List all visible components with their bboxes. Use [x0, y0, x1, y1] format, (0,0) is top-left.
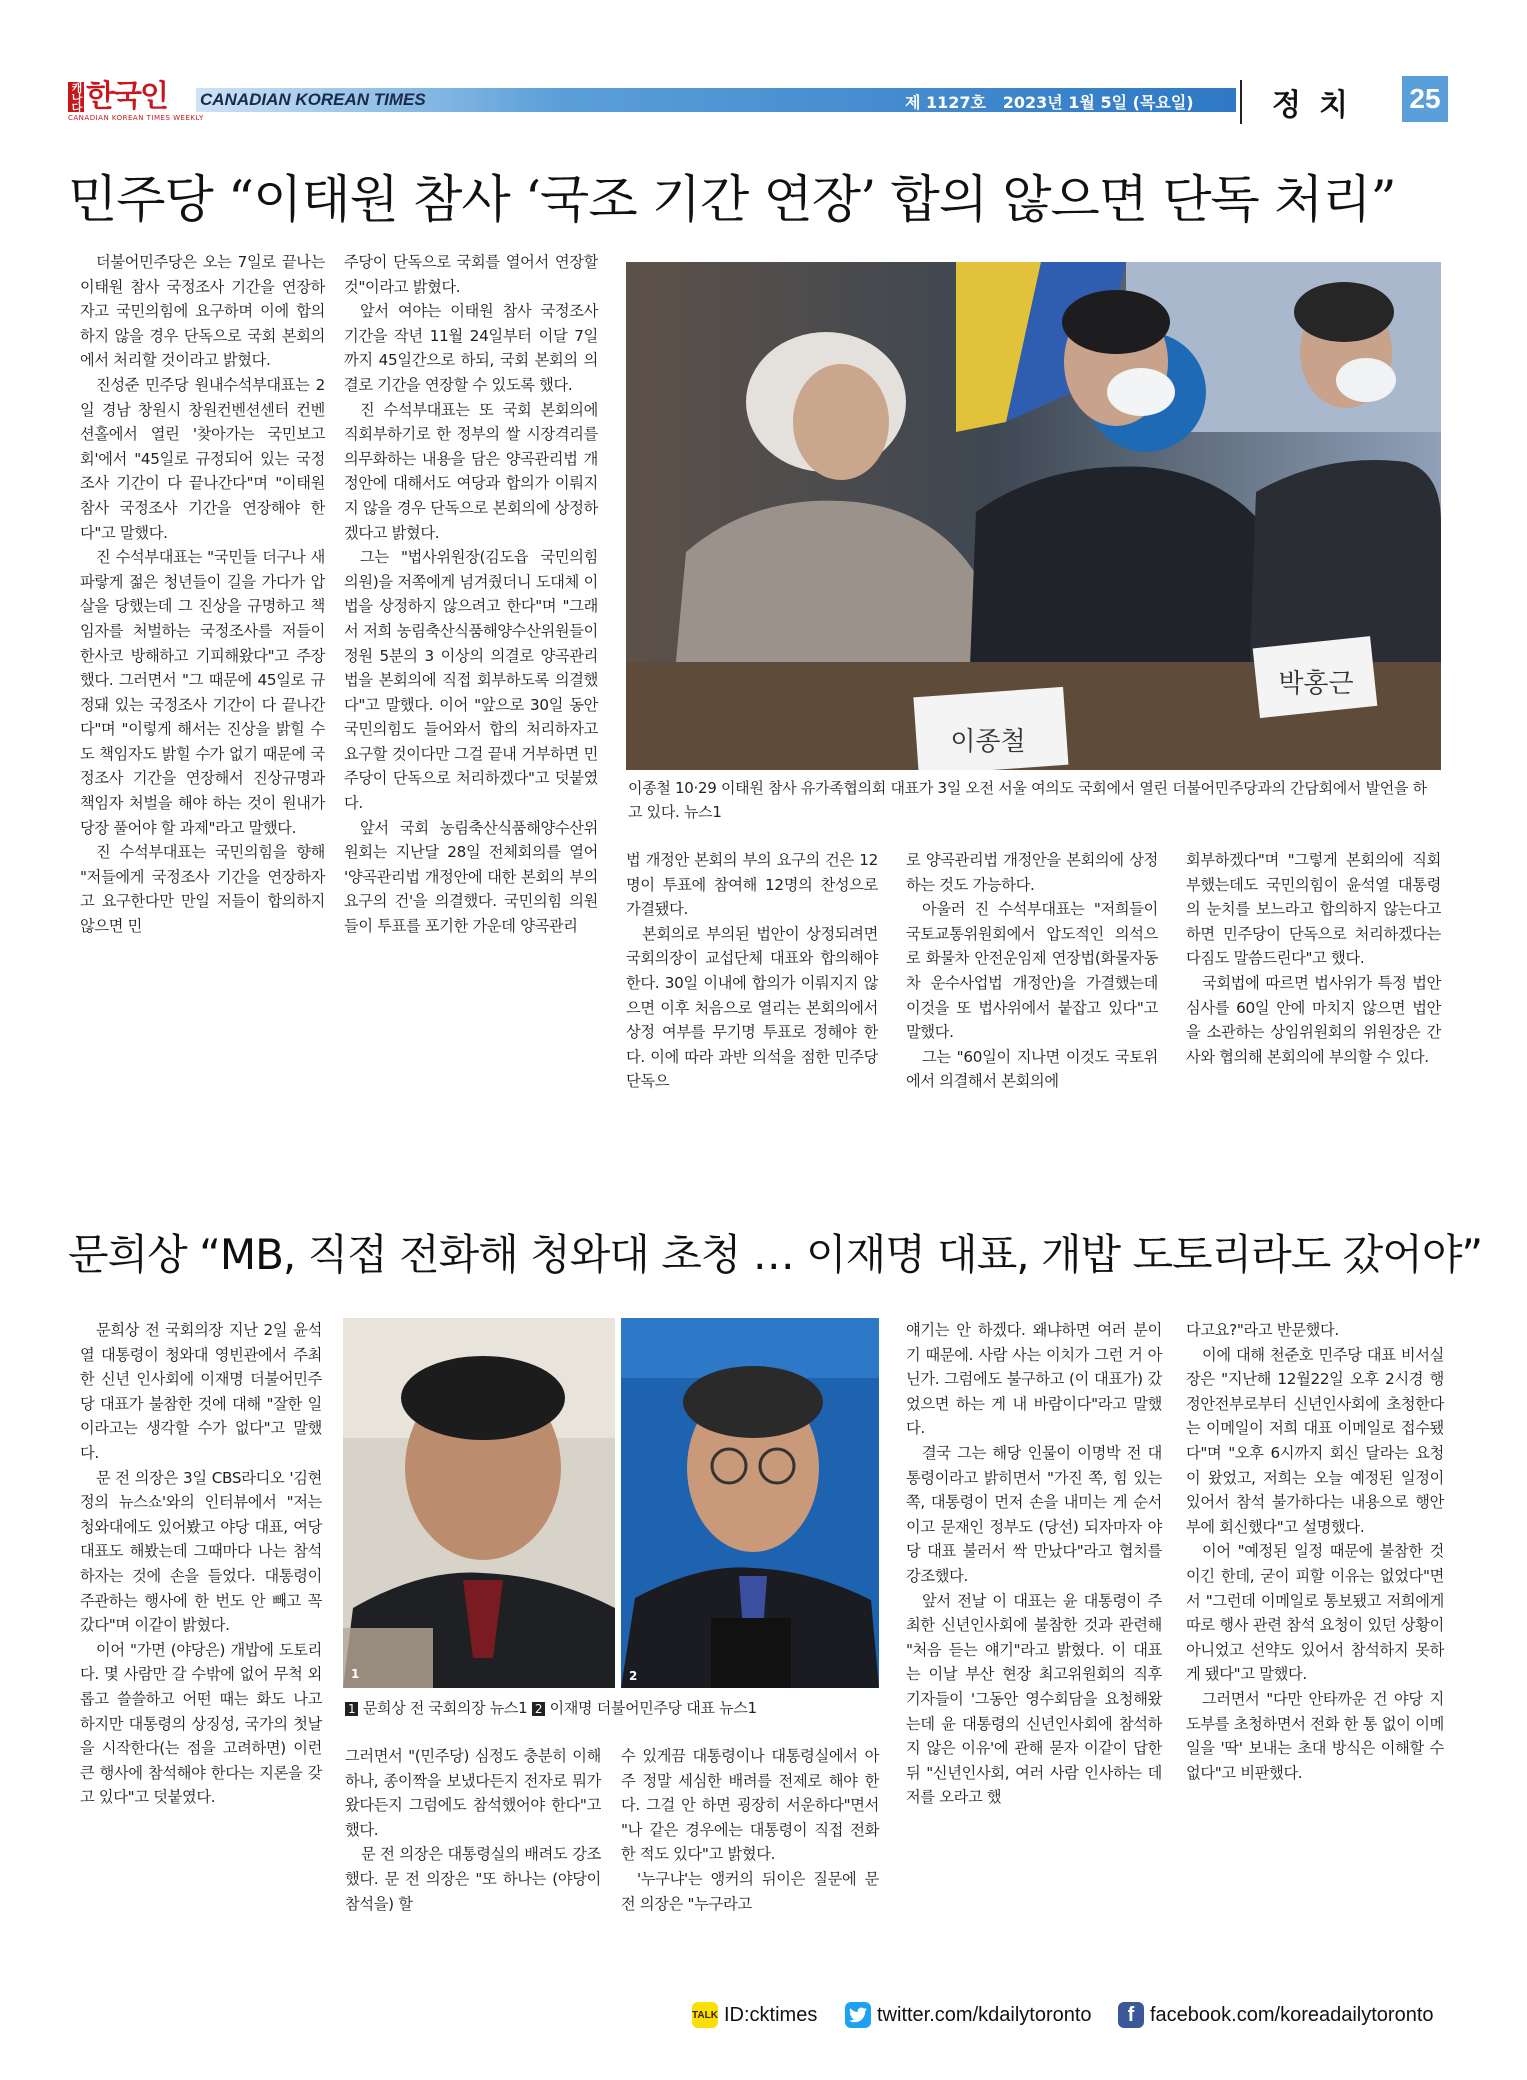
facebook-url: facebook.com/koreadailytoronto: [1150, 2003, 1434, 2026]
paragraph: 수 있게끔 대통령이나 대통령실에서 아주 정말 세심한 배려를 전제로 해야 한다. 그걸 안 하면 굉장히 서운하다"면서 "나 같은 경우에는 대통령이 직접 전화한 적도 있다"고 밝혔다.: [621, 1747, 879, 1864]
footer-facebook[interactable]: [1118, 2000, 1434, 2030]
photo-number-1: 1: [351, 1667, 360, 1681]
article1-headline: 민주당 “이태원 참사 ‘국조 기간 연장’ 합의 않으면 단독 처리”: [68, 171, 1396, 230]
article1-photo: [626, 262, 1441, 770]
portrait-photo-2: [621, 1318, 879, 1688]
caption-text-1: 문희상 전 국회의장 뉴스1: [362, 1699, 528, 1717]
newspaper-logo: [68, 80, 196, 114]
article1-column-5: [1186, 848, 1441, 1069]
paragraph: 더불어민주당은 오는 7일로 끝나는 이태원 참사 국정조사 기간을 연장하자고 국민의힘에 요구하며 이에 합의하지 않을 경우 단독으로 국회 본회의에서 처리할 것이라고 밝혔다.: [80, 253, 325, 370]
press-conference-photo: [626, 262, 1441, 770]
paragraph: 결국 그는 해당 인물이 이명박 전 대통령이라고 밝히면서 "가진 쪽, 힘 있는 쪽, 대통령이 먼저 손을 내미는 게 순서이고 문재인 정부도 (당선) 되자마자 야당 대표 불러서 싹 만났다"라고 협치를 강조했다.: [906, 1443, 1162, 1585]
paragraph: 그러면서 "다만 안타까운 건 야당 지도부를 초청하면서 전화 한 통 없이 이메일을 '딱' 보내는 초대 방식은 이해할 수 없다"고 비판했다.: [1186, 1689, 1444, 1782]
twitter-icon: [845, 2002, 871, 2028]
paragraph: 앞서 국회 농림축산식품해양수산위원회는 지난달 28일 전체회의를 열어 '양곡관리법 개정안에 대한 본회의 부의 요구의 건'을 의결했다. 국민의힘 의원들이 투표를 포기한 가운데 양곡관리: [344, 818, 598, 936]
twitter-url: twitter.com/kdailytoronto: [877, 2003, 1092, 2026]
publication-date: 2023년 1월 5일 (목요일): [1002, 93, 1194, 112]
paragraph: 다고요?"라고 반문했다.: [1186, 1321, 1339, 1339]
section-divider: [1240, 80, 1242, 124]
paragraph: 앞서 여야는 이태원 참사 국정조사 기간을 작년 11월 24일부터 이달 7일까지 45일간으로 하되, 국회 본회의 의결로 기간을 연장할 수 있도록 했다.: [344, 302, 598, 394]
caption-number-2: 2: [532, 1702, 545, 1716]
article2-photo-2: [621, 1318, 879, 1688]
article2-column-5: [1186, 1318, 1444, 1785]
issue-date: [905, 90, 1194, 113]
facebook-icon: f: [1118, 2002, 1144, 2028]
paragraph: 진성준 민주당 원내수석부대표는 2일 경남 창원시 창원컨벤션센터 컨벤션홀에서 열린 '찾아가는 국민보고회'에서 "45일로 규정되어 있는 국정조사 기간이 다 끝나간다"며 "이태원 참사 국정조사 기간을 연장해야 한다"고 말했다.: [80, 375, 325, 542]
article2-column-3: [621, 1744, 879, 1916]
paragraph: 이어 "가면 (야당은) 개밥에 도토리다. 몇 사람만 갈 수밖에 없어 무척 외롭고 쓸쓸하고 어떤 때는 화도 나고 하지만 대통령의 상징성, 국가의 첫날을 시작한다(는 점을 고려하면) 이런 큰 행사에 참석해야 한다는 지론을 갖고 있다"고 덧붙였다.: [80, 1640, 322, 1807]
paragraph: 진 수석부대표는 "국민들 더구나 새파랗게 젊은 청년들이 길을 가다가 압살을 당했는데 그 진상을 규명하고 책임자를 처벌하는 국정조사를 저들이 한사코 방해하고 기피해왔다"고 주장했다. 그러면서 "그 때문에 45일로 규정돼 있는 국정조사 기간이 다 끝나간다"며 "이렇게 해서는 진상을 밝힐 수도 책임자도 밝힐 수가 없기 때문에 국정조사 기간을 연장해서 진상규명과 책임자 처벌을 해야 하는 것이 원내가 당장 풀어야 할 과제"라고 말했다.: [80, 548, 325, 837]
paragraph: '누구냐'는 앵커의 뒤이은 질문에 문 전 의장은 "누구라고: [621, 1869, 879, 1913]
paragraph: 진 수석부대표는 또 국회 본회의에 직회부하기로 한 정부의 쌀 시장격리를 의무화하는 내용을 담은 양곡관리법 개정안에 대해서도 여당과 합의가 이뤄지지 않을 경우 단독으로 본회의에 상정하겠다고 밝혔다.: [344, 400, 598, 542]
article1-column-2: [344, 250, 598, 939]
article2-column-4: [906, 1318, 1162, 1810]
paragraph: 주당이 단독으로 국회를 열어서 연장할 것"이라고 밝혔다.: [344, 253, 598, 296]
nameplate-1: 이종철: [950, 727, 1026, 757]
article2-column-2: [345, 1744, 601, 1916]
paragraph: 문희상 전 국회의장 지난 2일 윤석열 대통령이 청와대 영빈관에서 주최한 신년 인사회에 이재명 더불어민주당 대표가 불참한 것에 대해 "잘한 일이라고는 생각할 수가 없다"고 말했다.: [80, 1321, 322, 1462]
caption-text-2: 이재명 더불어민주당 대표 뉴스1: [549, 1699, 757, 1717]
article1-column-1: [80, 250, 325, 939]
paragraph: 진 수석부대표는 국민의힘을 향해 "저들에게 국정조사 기간을 연장하자고 요구한다만 만일 저들이 합의하지 않으면 민: [80, 843, 325, 936]
article2-column-1: [80, 1318, 322, 1810]
paragraph: 그는 "60일이 지나면 이것도 국토위에서 의결해서 본회의에: [906, 1047, 1158, 1091]
logo-text: 한국인: [86, 79, 167, 114]
paragraph: 회부하겠다"며 "그렇게 본회의에 직회부했는데도 국민의힘이 윤석열 대통령의 눈치를 보느라고 합의하지 않는다고 하면 민주당이 단독으로 처리하겠다는 다짐도 말씀드린다"고 했다.: [1186, 851, 1441, 968]
paper-name-en: CANADIAN KOREAN TIMES: [200, 90, 426, 109]
paragraph: 문 전 의장은 3일 CBS라디오 '김현정의 뉴스쇼'와의 인터뷰에서 "저는 청와대에도 있어봤고 야당 대표, 여당 대표도 해봤는데 그때마다 나는 참석하자는 것에 손을 들었다. 대통령이 주관하는 행사에 한 번도 안 빼고 꼭 갔다"며 이같이 밝혔다.: [80, 1468, 322, 1635]
portrait-photo-1: [343, 1318, 615, 1688]
paragraph: 앞서 전날 이 대표는 윤 대통령이 주최한 신년인사회에 불참한 것과 관련해 "처음 듣는 얘기"라고 밝혔다. 이 대표는 이날 부산 현장 최고위원회의 직후 기자들이 '그동안 영수회담을 요청해왔는데 윤 대통령의 신년인사회에 참석하지 않은 이유'에 관해 묻자 이같이 답한 뒤 "신년인사회, 여러 사람 인사하는 데 저를 오라고 했: [906, 1591, 1162, 1807]
paragraph: 얘기는 안 하겠다. 왜냐하면 여러 분이기 때문에. 사람 사는 이치가 그런 거 아닌가. 그럼에도 불구하고 (이 대표가) 갔었으면 하는 게 내 바람이다"라고 말했다.: [906, 1321, 1162, 1438]
logo-subtitle: CANADIAN KOREAN TIMES WEEKLY: [68, 114, 204, 122]
paragraph: 문 전 의장은 대통령실의 배려도 강조했다. 문 전 의장은 "또 하나는 (야당이 참석을) 할: [345, 1845, 601, 1913]
paragraph: 법 개정안 본회의 부의 요구의 건은 12명이 투표에 참여해 12명의 찬성으로 가결됐다.: [626, 851, 878, 919]
logo-mark: 캐나다: [70, 82, 83, 112]
section-name: 정치: [1272, 88, 1366, 123]
kakao-id: ID:cktimes: [724, 2003, 818, 2026]
footer-twitter[interactable]: [845, 2000, 1092, 2030]
paragraph: 이어 "예정된 일정 때문에 불참한 것이긴 한데, 굳이 피할 이유는 없었다"면서 "그런데 이메일로 통보됐고 저희에게 따로 행사 관련 참석 요청이 있던 상황이 아니었고 선약도 있어서 참석하지 못하게 됐다"고 말했다.: [1186, 1542, 1444, 1684]
paragraph: 그는 "법사위원장(김도읍 국민의힘 의원)을 저쪽에게 넘겨줬더니 도대체 이 법을 상정하지 않으려고 한다"며 "그래서 저희 농림축산식품해양수산위원들이 정원 5분의 3 이상의 의결로 양곡관리법을 본회의에 직접 회부하도록 의결했다"고 말했다. 이어 "앞으로 30일 동안 국민의힘도 들어와서 합의 처리하자고 요구할 것이다만 그걸 끝내 거부하면 민주당이 단독으로 처리하겠다"고 덧붙였다.: [344, 548, 598, 813]
article1-column-3: [626, 848, 878, 1094]
article2-photo-caption: [345, 1696, 885, 1721]
paragraph: 국회법에 따르면 법사위가 특정 법안 심사를 60일 안에 마치지 않으면 법안을 소관하는 상임위원회의 위원장은 간사와 협의해 본회의에 부의할 수 있다.: [1186, 973, 1441, 1066]
paragraph: 이에 대해 천준호 민주당 대표 비서실장은 "지난해 12월22일 오후 2시경 행정안전부로부터 신년인사회에 초청한다는 이메일이 저희 대표 이메일로 접수됐다"며 "오후 6시까지 회신 달라는 요청이 왔었고, 저희는 오늘 예정된 일정이 있어서 참석 불가하다는 내용으로 행안부에 회신했다"고 설명했다.: [1186, 1345, 1444, 1536]
photo-number-2: 2: [629, 1669, 638, 1683]
nameplate-2: 박홍근: [1278, 669, 1354, 699]
article1-column-4: [906, 848, 1158, 1094]
paragraph: 본회의로 부의된 법안이 상정되려면 국회의장이 교섭단체 대표와 합의해야 한다. 30일 이내에 합의가 이뤄지지 않으면 이후 처음으로 열리는 본회의에서 상정 여부를 무기명 투표로 정해야 한다. 이에 따라 과반 의석을 점한 민주당 단독으: [626, 924, 878, 1091]
issue-number: 제 1127호: [905, 93, 987, 112]
article1-photo-caption: 이종철 10·29 이태원 참사 유가족협의회 대표가 3일 오전 서울 여의도 국회에서 열린 더불어민주당과의 간담회에서 발언을 하고 있다. 뉴스1: [628, 779, 1427, 821]
paragraph: 그러면서 "(민주당) 심정도 충분히 이해하나, 종이짝을 보냈다든지 전자로 뭐가 왔다든지 그럼에도 참석했어야 한다"고 했다.: [345, 1747, 601, 1839]
article2-headline: 문희상 “MB, 직접 전화해 청와대 초청 … 이재명 대표, 개밥 도토리라도 갔어야”: [68, 1230, 1483, 1279]
footer-kakao[interactable]: [692, 2000, 817, 2030]
article2-photo-1: [343, 1318, 615, 1688]
paragraph: 아울러 진 수석부대표는 "저희들이 국토교통위원회에서 압도적인 의석으로 화물차 안전운임제 연장법(화물자동차 운수사업법 개정안)을 가결했는데 이것을 또 법사위에서 붙잡고 있다"고 말했다.: [906, 900, 1158, 1042]
paragraph: 로 양곡관리법 개정안을 본회의에 상정하는 것도 가능하다.: [906, 851, 1158, 894]
page-number: 25: [1402, 76, 1448, 122]
kakaotalk-icon: TALK: [692, 2002, 718, 2028]
caption-number-1: 1: [345, 1702, 358, 1716]
